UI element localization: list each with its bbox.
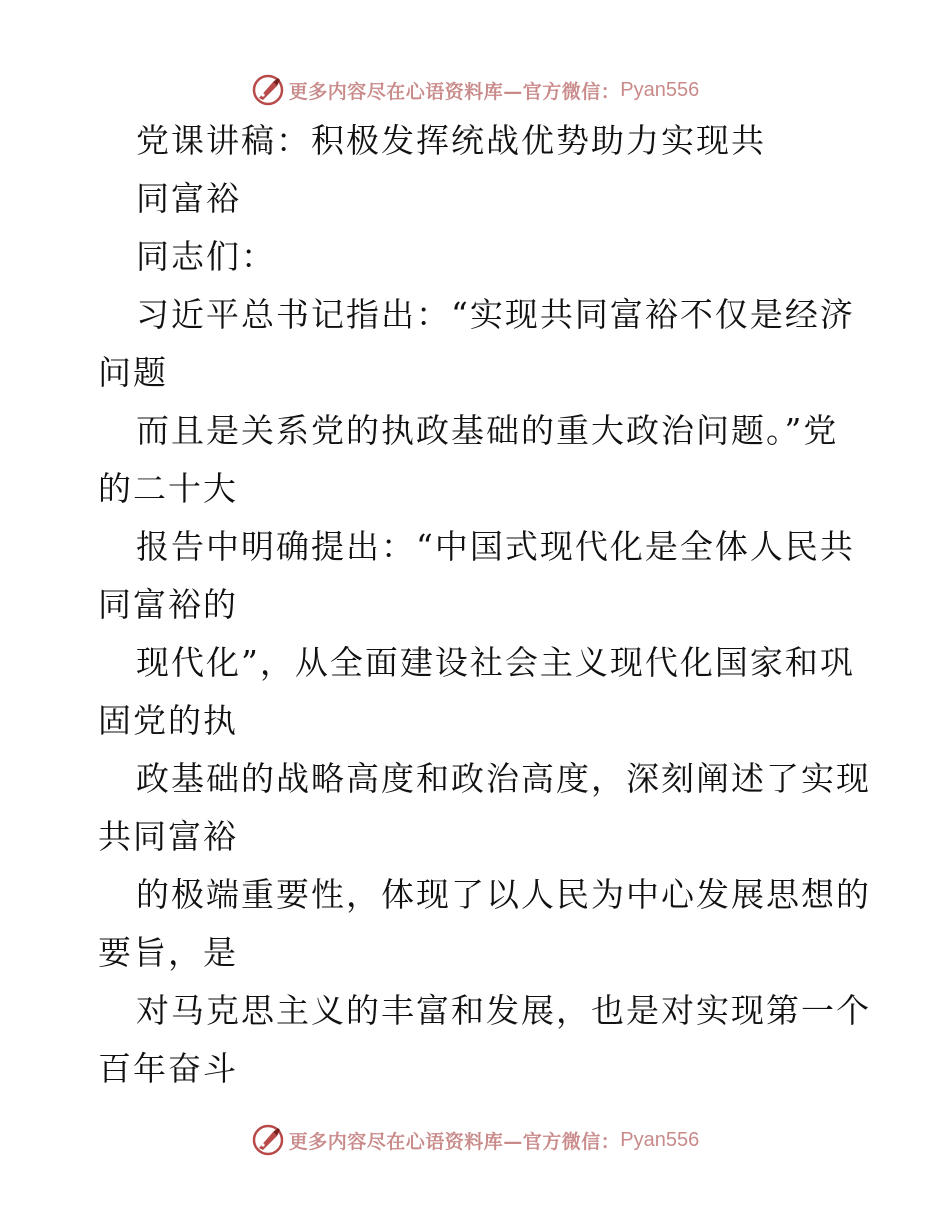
watermark-wechat-id: Pyan556 (620, 1128, 700, 1151)
text-line: 对马克思主义的丰富和发展，也是对实现第一个 (136, 991, 871, 1030)
watermark-text: 更多内容尽在心语资料库—官方微信： (288, 80, 621, 103)
pen-nib-logo-icon (251, 1123, 285, 1157)
text-line: 同志们： (136, 237, 276, 276)
text-line: 百年奋斗 (98, 1049, 238, 1088)
text-line: 共同富裕 (98, 817, 238, 856)
document-body (98, 121, 871, 1108)
text-line: 问题 (98, 353, 168, 392)
text-line: 报告中明确提出：“中国式现代化是全体人民共 (136, 527, 855, 566)
text-line: 同富裕 (136, 179, 241, 218)
text-line: 要旨，是 (98, 933, 238, 972)
text-line: 同富裕的 (98, 585, 238, 624)
text-line: 的二十大 (98, 469, 238, 508)
text-line: 的极端重要性，体现了以人民为中心发展思想的 (136, 875, 871, 914)
text-line: 固党的执 (98, 701, 238, 740)
pen-nib-logo-icon (251, 73, 285, 107)
text-line: 党课讲稿：积极发挥统战优势助力实现共 (136, 121, 766, 160)
text-line: 现代化”，从全面建设社会主义现代化国家和巩 (136, 643, 855, 682)
header-watermark (0, 70, 950, 110)
text-line: 而且是关系党的执政基础的重大政治问题。”党 (136, 411, 839, 450)
footer-watermark (0, 1120, 950, 1160)
watermark-wechat-id: Pyan556 (620, 78, 700, 101)
text-line: 政基础的战略高度和政治高度，深刻阐述了实现 (136, 759, 871, 798)
watermark-text: 更多内容尽在心语资料库—官方微信： (288, 1130, 621, 1153)
text-line: 习近平总书记指出：“实现共同富裕不仅是经济 (136, 295, 855, 334)
